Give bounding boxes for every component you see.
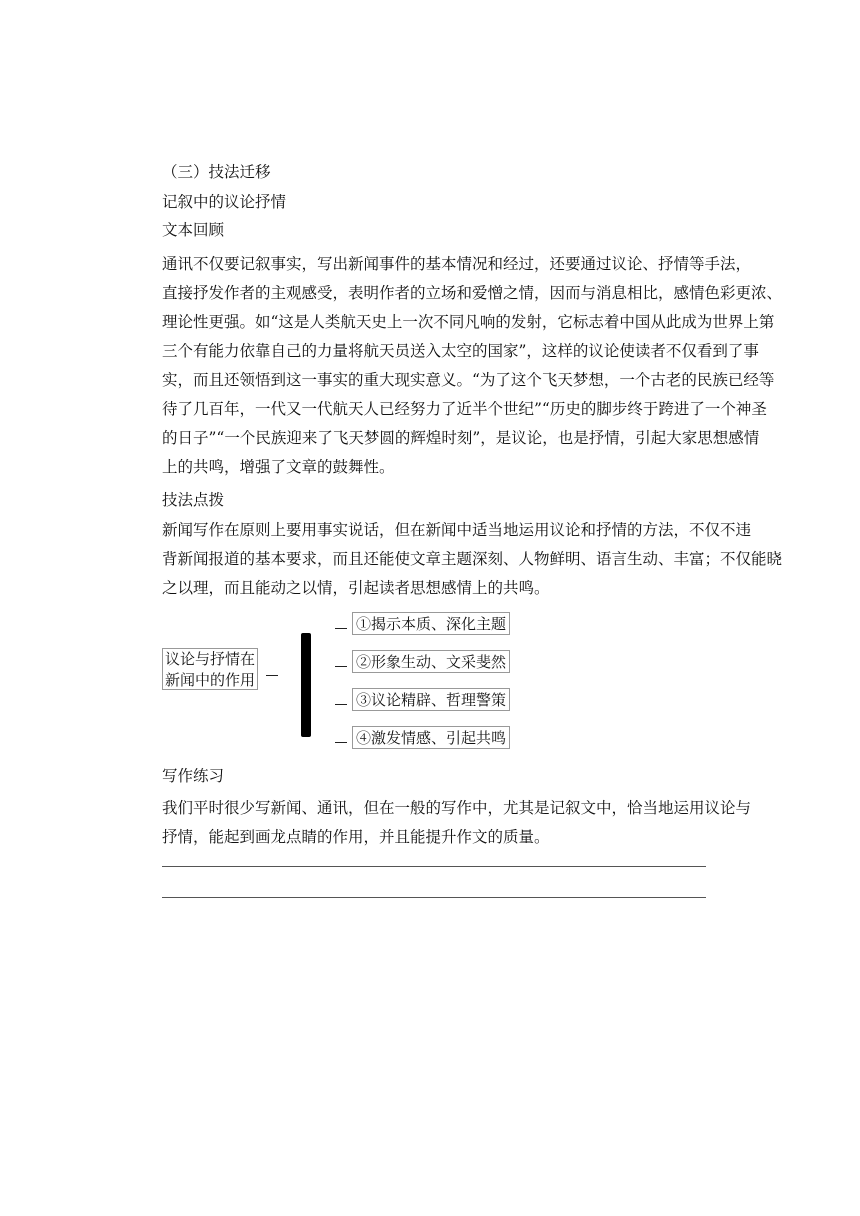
diagram-source-box: [162, 648, 258, 690]
diagram-item-connector: [335, 704, 347, 705]
review-paragraph-line: 三个有能力依靠自己的力量将航天员送入太空的国家”，这样的议论使读者不仅看到了事: [162, 342, 759, 360]
practice-paragraph-line: 抒情，能起到画龙点睛的作用，并且能提升作文的质量。: [162, 828, 550, 846]
diagram-source-line: 新闻中的作用: [164, 671, 255, 689]
review-paragraph-line: 直接抒发作者的主观感受，表明作者的立场和爱憎之情，因而与消息相比，感情色彩更浓、: [162, 284, 783, 302]
diagram-item-connector: [335, 742, 347, 743]
section-subtitle: 记叙中的议论抒情: [162, 193, 287, 211]
diagram-item: ②形象生动、文采斐然: [352, 650, 510, 673]
tips-paragraph-line: 新闻写作在原则上要用事实说话，但在新闻中适当地运用议论和抒情的方法，不仅不违: [162, 521, 752, 539]
diagram-brace-bar: [301, 633, 311, 737]
tips-heading: 技法点拨: [162, 491, 225, 509]
diagram-connector: [266, 675, 278, 676]
section-heading: （三）技法迁移: [162, 163, 271, 181]
review-paragraph-line: 的日子”“一个民族迎来了飞天梦圆的辉煌时刻”，是议论，也是抒情，引起大家思想感情: [162, 429, 760, 447]
diagram-item: ①揭示本质、深化主题: [352, 612, 510, 635]
review-paragraph-line: 待了几百年，一代又一代航天人已经努力了近半个世纪”“历史的脚步终于跨进了一个神圣: [162, 400, 767, 418]
function-diagram: [162, 612, 562, 752]
answer-line[interactable]: [162, 897, 706, 898]
tips-paragraph-line: 之以理，而且能动之以情，引起读者思想感情上的共鸣。: [162, 579, 550, 597]
practice-heading: 写作练习: [162, 767, 225, 785]
diagram-item-connector: [335, 628, 347, 629]
answer-line[interactable]: [162, 866, 706, 867]
review-paragraph-line: 理论性更强。如“这是人类航天史上一次不同凡响的发射，它标志着中国从此成为世界上第: [162, 313, 775, 331]
tips-paragraph-line: 背新闻报道的基本要求，而且还能使文章主题深刻、人物鲜明、语言生动、丰富；不仅能晓: [162, 550, 783, 568]
practice-paragraph-line: 我们平时很少写新闻、通讯，但在一般的写作中，尤其是记叙文中，恰当地运用议论与: [162, 799, 752, 817]
diagram-source-line: 议论与抒情在: [164, 650, 255, 668]
review-paragraph-line: 上的共鸣，增强了文章的鼓舞性。: [162, 458, 395, 476]
review-paragraph-line: 通讯不仅要记叙事实，写出新闻事件的基本情况和经过，还要通过议论、抒情等手法，: [162, 255, 752, 273]
diagram-item: ③议论精辟、哲理警策: [352, 688, 510, 711]
diagram-item-connector: [335, 666, 347, 667]
review-heading: 文本回顾: [162, 221, 225, 239]
diagram-item: ④激发情感、引起共鸣: [352, 726, 510, 749]
review-paragraph-line: 实，而且还领悟到这一事实的重大现实意义。“为了这个飞天梦想，一个古老的民族已经等: [162, 371, 775, 389]
